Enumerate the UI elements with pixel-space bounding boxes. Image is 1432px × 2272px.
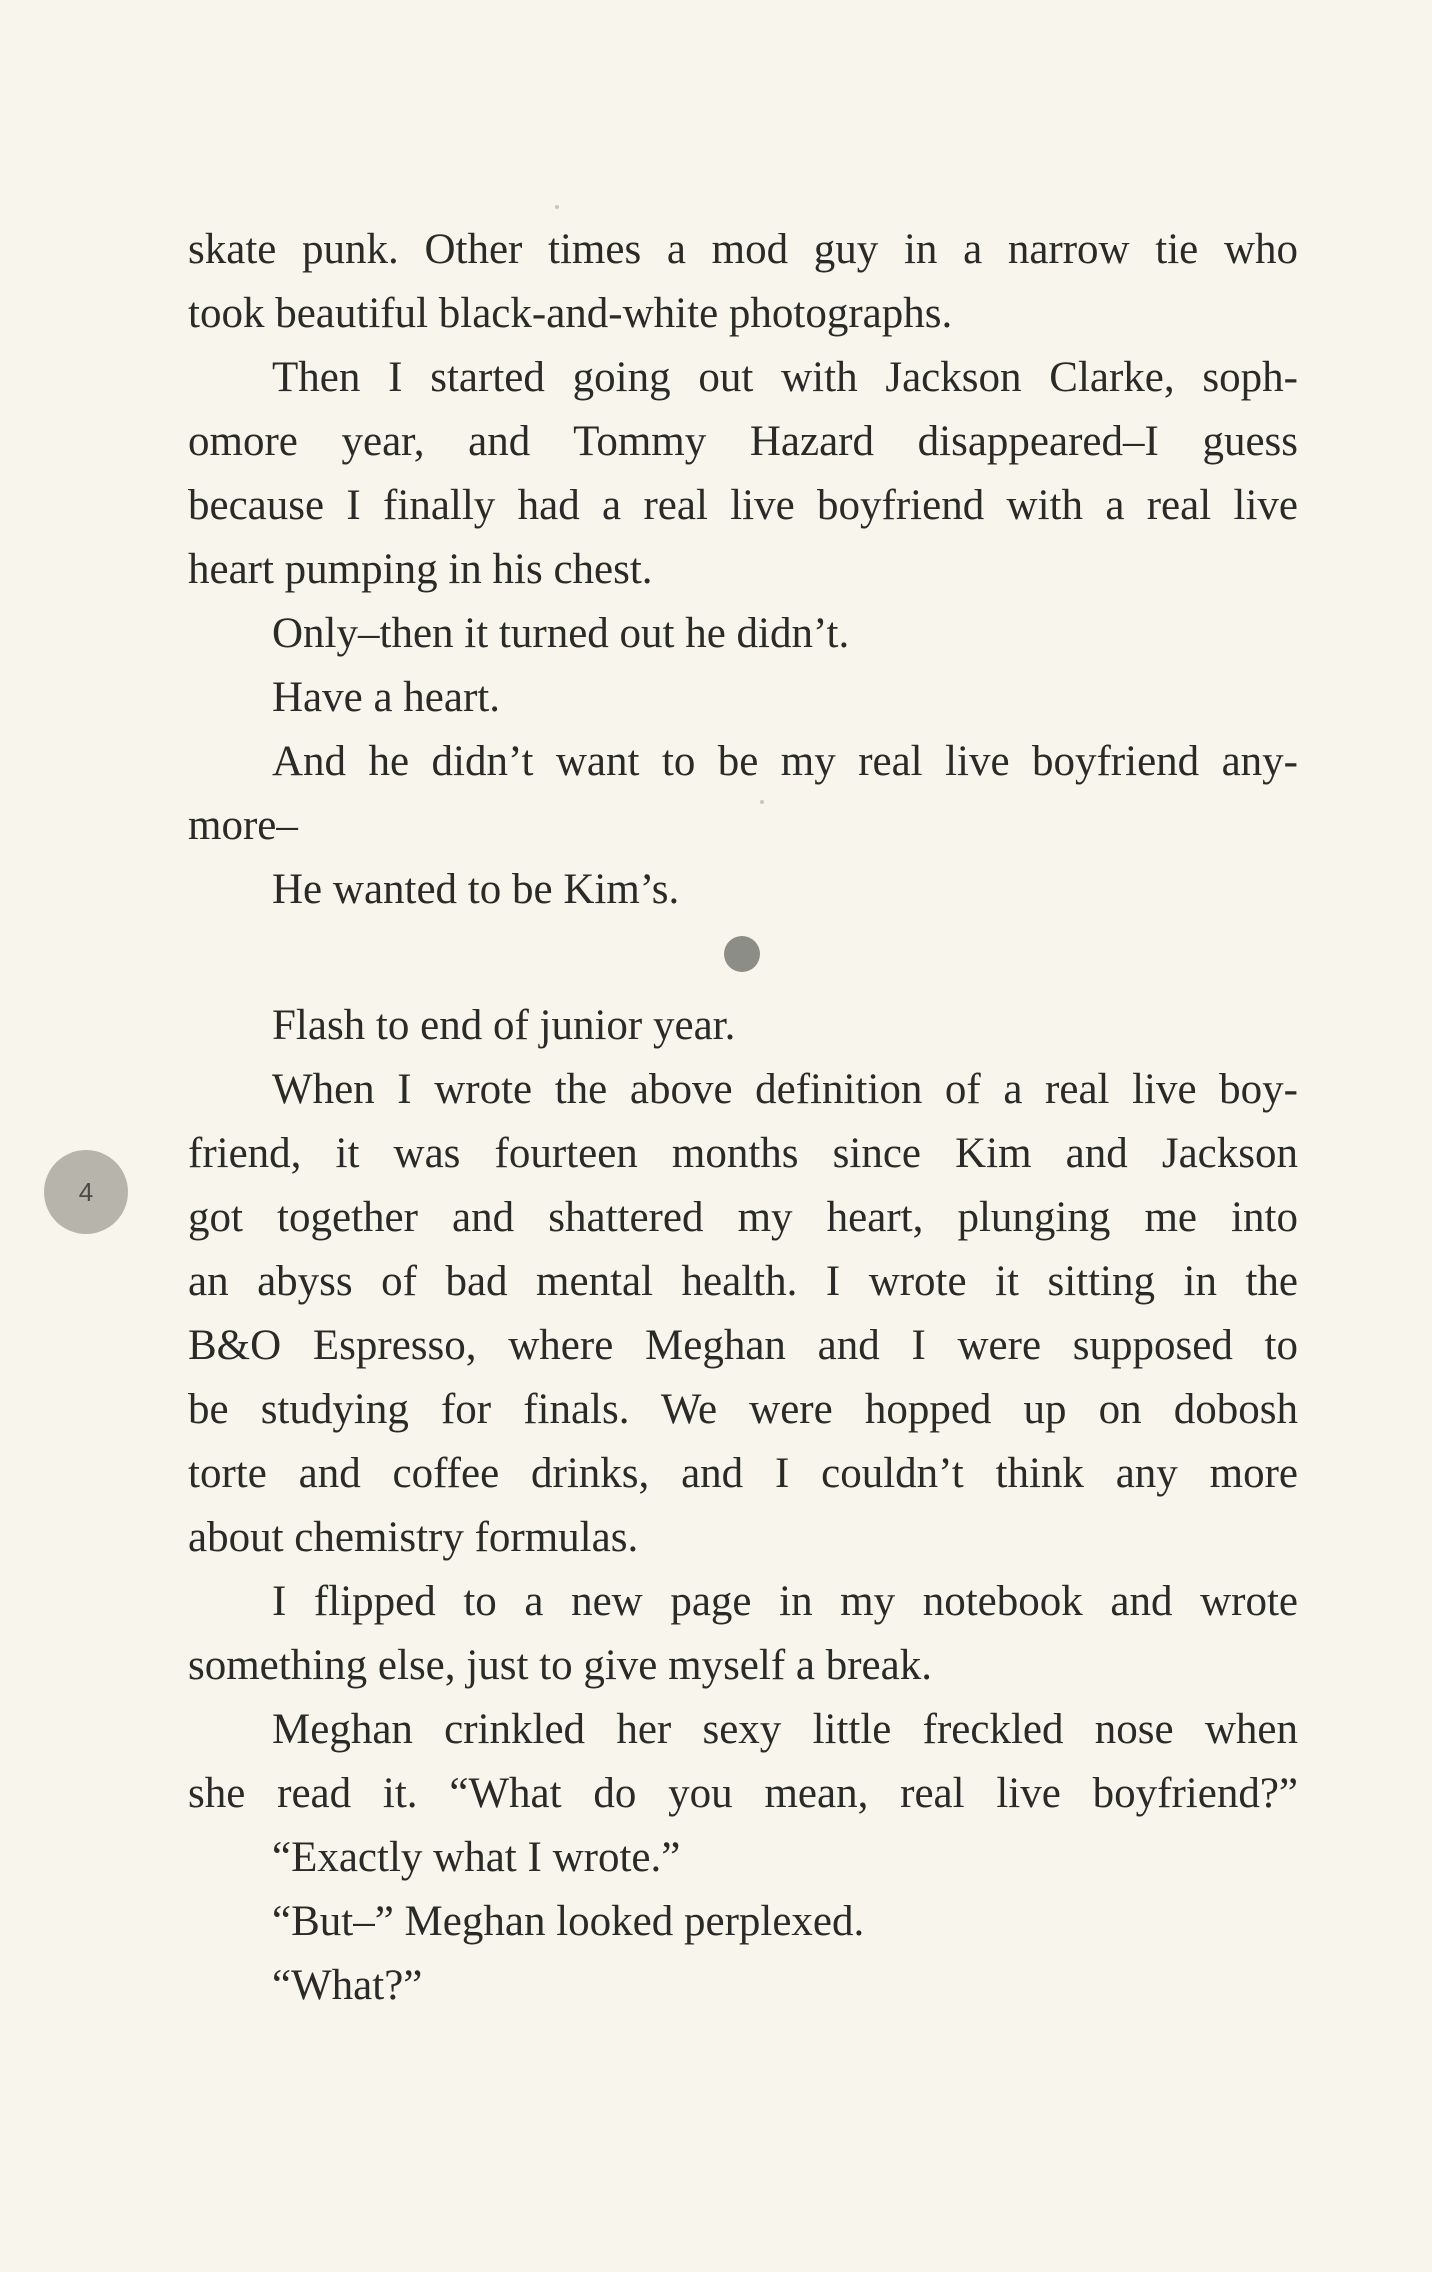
text-line: I flipped to a new page in my notebook and wrote [272, 1578, 1298, 1625]
text-line: took beautiful black-and-white photographs. [188, 290, 953, 337]
text-line: When I wrote the above definition of a real live boy- [272, 1066, 1298, 1113]
page-number [44, 1150, 128, 1234]
text-line: “Exactly what I wrote.” [272, 1834, 681, 1881]
text-line: more– [188, 802, 298, 849]
text-line: Only–then it turned out he didn’t. [272, 610, 850, 657]
body-text [188, 218, 1298, 2018]
text-line: an abyss of bad mental health. I wrote it sitting in the [188, 1258, 1298, 1305]
text-line: torte and coffee drinks, and I couldn’t think any more [188, 1450, 1298, 1497]
text-line: something else, just to give myself a break. [188, 1642, 932, 1689]
text-line: Flash to end of junior year. [272, 1002, 736, 1049]
text-line: skate punk. Other times a mod guy in a narrow tie who [188, 226, 1298, 273]
text-line: He wanted to be Kim’s. [272, 866, 680, 913]
text-line: B&O Espresso, where Meghan and I were supposed to [188, 1322, 1298, 1369]
text-line: about chemistry formulas. [188, 1514, 639, 1561]
page-number-label: 4 [78, 1176, 94, 1207]
section-break-ornament-icon [724, 936, 760, 972]
text-line: because I finally had a real live boyfriend with a real live [188, 482, 1298, 529]
section-break [188, 922, 1298, 994]
text-line: heart pumping in his chest. [188, 546, 653, 593]
text-line: “But–” Meghan looked perplexed. [272, 1898, 865, 1945]
text-line: she read it. “What do you mean, real live boyfriend?” [188, 1770, 1298, 1817]
text-line: Meghan crinkled her sexy little freckled nose when [272, 1706, 1298, 1753]
text-line: be studying for finals. We were hopped up on dobosh [188, 1386, 1298, 1433]
text-line: And he didn’t want to be my real live boyfriend any- [272, 738, 1298, 785]
text-line: Then I started going out with Jackson Clarke, soph- [272, 354, 1298, 401]
text-line: Have a heart. [272, 674, 500, 721]
page-speck [555, 205, 559, 209]
text-line: got together and shattered my heart, plunging me into [188, 1194, 1298, 1241]
text-line: friend, it was fourteen months since Kim and Jackson [188, 1130, 1298, 1177]
text-line: omore year, and Tommy Hazard disappeared–I guess [188, 418, 1298, 465]
text-line: “What?” [272, 1962, 423, 2009]
